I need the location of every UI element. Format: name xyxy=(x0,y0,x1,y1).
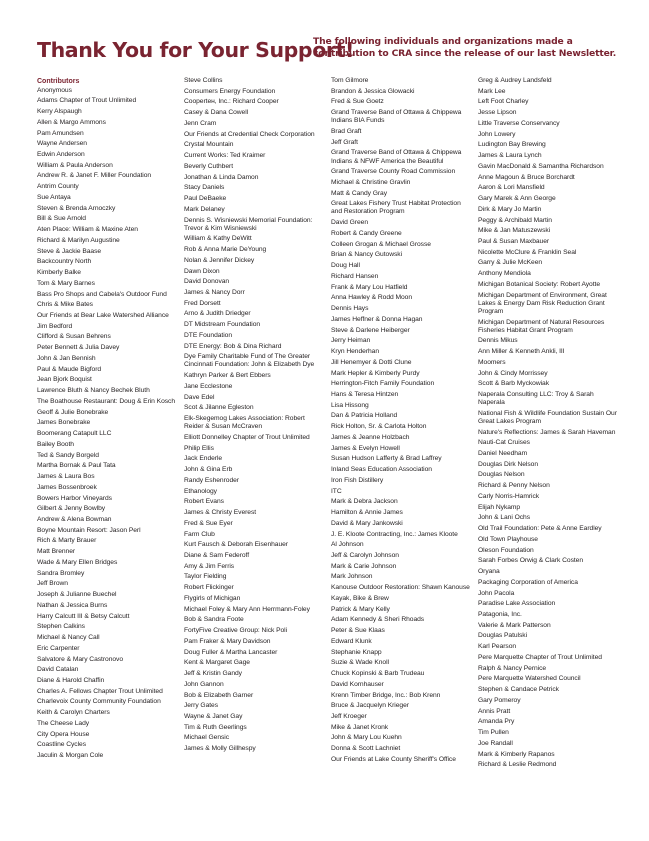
contributor-name: Fred Dorsett xyxy=(184,299,221,307)
contributor-name: Hans & Teresa Hintzen xyxy=(331,390,399,398)
contributor-name: Sarah Forbes Orwig & Clark Costen xyxy=(478,557,584,565)
contributor-name: Jesse Lipson xyxy=(478,109,517,117)
contributor-name: John & Lani Ochs xyxy=(478,514,530,522)
contributor-name: Kathryn Parker & Bert Ebbers xyxy=(184,372,271,380)
contributor-name: Left Foot Charley xyxy=(478,98,529,106)
contributor-name: Kurt Fausch & Deborah Eisenhauer xyxy=(184,541,288,549)
contributor-name: Peter & Sue Klaas xyxy=(331,627,385,635)
contributor-name: Arno & Judith Driedger xyxy=(184,310,251,318)
contributor-name: Old Trail Foundation: Pete & Anne Eardley xyxy=(478,525,602,533)
contributor-name: Grand Traverse Band of Ottawa & Chippewa Indians BIA Funds xyxy=(331,109,462,125)
contributor-name: J. E. Kloote Contracting, Inc.: James Kloote xyxy=(331,530,458,538)
contributors-heading: Contributors xyxy=(37,78,80,85)
contributor-list-4 xyxy=(478,77,620,769)
contributor-name: James Bonebrake xyxy=(37,419,91,427)
contributor-name: Oleson Foundation xyxy=(478,546,534,554)
contributor-name: Amy & Jim Ferris xyxy=(184,562,235,570)
contributors-list xyxy=(0,77,649,817)
contributor-name: Jaculin & Morgan Cole xyxy=(37,752,104,760)
contributor-name: Gilbert & Jenny Bowlby xyxy=(37,505,106,513)
contributor-name: David Green xyxy=(331,219,368,227)
contributor-name: Matt & Candy Gray xyxy=(331,189,388,197)
contributor-name: Our Friends at Bear Lake Watershed Alliance xyxy=(37,312,169,320)
contributor-name: Pam Fraker & Mary Davidson xyxy=(184,637,271,645)
contributor-name: Gavin MacDonald & Samantha Richardson xyxy=(478,162,604,170)
contributor-name: Tom Gilmore xyxy=(331,77,369,84)
contributor-name: Richard Hansen xyxy=(331,272,379,280)
contributor-name: Jill Henemyer & Dotti Clune xyxy=(331,358,412,366)
contributor-name: William & Kathy DeWitt xyxy=(184,235,252,243)
contributor-name: Richard & Leslie Redmond xyxy=(478,761,557,769)
contributor-name: John & Cindy Morrissey xyxy=(478,369,548,377)
contributor-name: Scot & Jilanne Egleston xyxy=(184,404,254,412)
contributor-name: James & Nancy Dorr xyxy=(184,289,245,296)
contributor-name: Bob & Sandra Foote xyxy=(184,616,244,624)
contributor-name: Casey & Dana Cowell xyxy=(184,109,249,117)
contributor-name: Stacy Daniels xyxy=(184,184,225,192)
contributor-name: John & Jan Bennish xyxy=(37,354,96,362)
contributor-name: Bowers Harbor Vineyards xyxy=(37,494,112,502)
contributor-name: Peggy & Archibald Martin xyxy=(478,216,552,224)
contributor-name: Bass Pro Shops and Cabela's Outdoor Fund xyxy=(37,290,167,298)
column-2 xyxy=(184,77,324,756)
contributor-name: Dave Edel xyxy=(184,393,215,401)
page-subtitle: The following individuals and organizations made a contribution to CRA since the release of our last Newsletter. xyxy=(313,36,617,59)
contributor-name: James & Molly Gillhespy xyxy=(184,745,256,753)
contributor-name: Grand Traverse Band of Ottawa & Chippewa Indians & NFWF America the Beautiful xyxy=(331,149,462,165)
contributor-name: Pam Amundsen xyxy=(37,129,84,137)
contributor-name: Jane Ecclestone xyxy=(184,382,233,390)
contributor-name: James & Laura Bos xyxy=(37,473,95,481)
contributor-name: John Gannon xyxy=(184,680,224,688)
contributor-name: Great Lakes Fishery Trust Habitat Protection and Restoration Program xyxy=(331,200,461,216)
contributor-list-1 xyxy=(37,87,175,761)
contributor-name: Peter Bennett & Julia Davey xyxy=(37,344,120,352)
contributor-name: Fred & Sue Goetz xyxy=(331,98,384,106)
contributor-name: Kent & Margaret Gage xyxy=(184,659,250,667)
page-header xyxy=(37,36,627,66)
contributor-name: Jean Bjork Boquist xyxy=(37,376,92,384)
contributor-name: Susan Hudson Lafferty & Brad Laffrey xyxy=(331,455,442,463)
contributor-name: Wade & Mary Ellen Bridges xyxy=(37,558,118,566)
contributor-name: Robert Flickinger xyxy=(184,584,234,592)
page-title: Thank You for Your Support! xyxy=(37,38,354,62)
contributor-name: National Fish & Wildlife Foundation Sustain Our Great Lakes Program xyxy=(478,409,617,425)
contributor-name: John Pacola xyxy=(478,589,515,597)
contributor-name: Daniel Needham xyxy=(478,450,528,457)
contributor-name: David Kornhauser xyxy=(331,680,384,688)
contributor-name: Nauti-Cat Cruises xyxy=(478,439,530,447)
contributor-name: Rich & Marty Brauer xyxy=(37,537,97,545)
contributor-name: Steven & Brenda Arnoczky xyxy=(37,204,116,212)
contributor-name: John & Gina Erb xyxy=(184,466,233,474)
contributor-name: Diane & Sam Federoff xyxy=(184,551,250,559)
contributor-name: John & Mary Lou Kuehn xyxy=(331,734,402,742)
column-3 xyxy=(331,77,471,767)
contributor-name: Harry Calcutt III & Betsy Calcutt xyxy=(37,612,130,620)
contributor-name: Bob & Elizabeth Garner xyxy=(184,691,254,699)
contributor-name: Greg & Audrey Landsfeld xyxy=(478,77,552,84)
contributor-name: Amanda Pry xyxy=(478,718,515,726)
contributor-name: Brandon & Jessica Glowacki xyxy=(331,87,415,95)
contributor-list-3 xyxy=(331,77,471,764)
contributor-name: Michael & Nancy Call xyxy=(37,634,100,642)
contributor-name: Dennis Mikus xyxy=(478,337,518,345)
contributor-name: Ann Miller & Kenneth Ankli, III xyxy=(478,348,565,356)
contributor-name: FortyFive Creative Group: Nick Poli xyxy=(184,627,288,635)
contributor-name: Elk-Skegemog Lakes Association: Robert Reider & Susan McCraven xyxy=(184,415,305,431)
contributor-name: Gary Pomeroy xyxy=(478,696,521,704)
contributor-name: James & Christy Everest xyxy=(184,509,257,517)
contributor-name: Keith & Carolyn Charters xyxy=(37,709,110,717)
contributor-name: Beverly Cuthbert xyxy=(184,162,234,170)
contributor-name: Lisa Hissong xyxy=(331,401,369,409)
contributor-name: Garry & Julie McKeen xyxy=(478,259,543,267)
contributor-name: Geoff & Julie Bonebrake xyxy=(37,408,109,416)
contributor-name: Our Friends at Lake County Sheriff's Office xyxy=(331,755,456,763)
contributor-name: Eric Carpenter xyxy=(37,644,80,652)
contributor-name: Richard & Penny Nelson xyxy=(478,482,550,490)
contributor-name: Kerry Alspaugh xyxy=(37,108,82,116)
contributor-name: DTE Foundation xyxy=(184,331,232,339)
contributor-name: Nature's Reflections: James & Sarah Haveman xyxy=(478,428,616,436)
column-4 xyxy=(478,77,620,772)
contributor-name: James & Evelyn Howell xyxy=(331,444,400,452)
contributor-name: Anne Magoun & Bruce Borchardt xyxy=(478,173,575,181)
contributor-name: Charles A. Fellows Chapter Trout Unlimited xyxy=(37,687,163,695)
contributor-name: Wayne & Janet Gay xyxy=(184,713,243,720)
contributor-name: Brad Graft xyxy=(331,127,362,135)
contributor-name: Nathan & Jessica Burns xyxy=(37,601,108,609)
column-1 xyxy=(37,77,175,763)
contributor-name: Stephanie Knapp xyxy=(331,648,382,656)
contributor-name: Pere Marquette Chapter of Trout Unlimited xyxy=(478,653,602,661)
contributor-name: James & Jeanne Holzbach xyxy=(331,433,410,441)
contributor-name: Inland Seas Education Association xyxy=(331,466,432,474)
contributor-name: Joe Randall xyxy=(478,739,513,747)
contributor-name: Brian & Nancy Gutowski xyxy=(331,251,403,259)
contributor-name: Consumers Energy Foundation xyxy=(184,87,276,95)
contributor-name: Paul & Maude Bigford xyxy=(37,365,102,373)
contributor-name: Boomerang Catapult LLC xyxy=(37,430,112,438)
contributor-name: Jeff & Kristin Gandy xyxy=(184,670,242,678)
contributor-name: Michigan Department of Environment, Great Lakes & Energy Dam Risk Reduction Grant Program xyxy=(478,291,607,315)
contributor-name: Crystal Mountain xyxy=(184,141,234,149)
contributor-name: Valerie & Mark Patterson xyxy=(478,621,551,629)
contributor-name: Iron Fish Distillery xyxy=(331,476,384,484)
contributor-list-2 xyxy=(184,77,324,753)
contributor-name: James & Laura Lynch xyxy=(478,152,542,160)
contributor-name: Jeff Kroeger xyxy=(331,713,367,720)
contributor-name: Fred & Sue Eyer xyxy=(184,519,233,527)
contributor-name: Bill & Sue Arnold xyxy=(37,215,86,223)
contributor-name: Steve Collins xyxy=(184,77,223,84)
contributor-name: James Bossenbroek xyxy=(37,483,97,491)
contributor-name: Annis Pratt xyxy=(478,707,511,715)
contributor-name: Steve & Jackie Baase xyxy=(37,247,102,255)
contributor-name: Mark Lee xyxy=(478,87,506,95)
contributor-name: John Lowery xyxy=(478,130,516,138)
contributor-name: Tim & Ruth Geerlings xyxy=(184,723,247,731)
contributor-name: Paul DeBaeke xyxy=(184,195,227,203)
contributor-name: Sue Antaya xyxy=(37,193,71,201)
contributor-name: Current Works: Ted Kraimer xyxy=(184,152,266,160)
contributor-name: Elliott Donnelley Chapter of Trout Unlimited xyxy=(184,433,310,441)
contributor-name: Mark & Kimberly Rapanos xyxy=(478,750,555,758)
contributor-name: Patrick & Mary Kelly xyxy=(331,605,390,613)
contributor-name: City Opera House xyxy=(37,730,90,738)
contributor-name: Jenn Cram xyxy=(184,119,217,127)
contributor-name: DT Midstream Foundation xyxy=(184,321,261,329)
contributor-name: Chuck Kopinski & Barb Trudeau xyxy=(331,670,425,678)
contributor-name: Coopertен, Inc.: Richard Cooper xyxy=(184,98,279,106)
contributor-name: Dye Family Charitable Fund of The Greater Cincinnati Foundation: John & Elizabeth Dye xyxy=(184,353,315,369)
contributor-name: Mark Johnson xyxy=(331,573,373,581)
contributor-name: Kimberly Balke xyxy=(37,269,81,277)
contributor-name: Mark & Carie Johnson xyxy=(331,562,397,570)
contributor-name: Jerry Heiman xyxy=(331,337,371,345)
contributor-name: Clifford & Susan Behrens xyxy=(37,333,111,341)
contributor-name: Charlevoix County Community Foundation xyxy=(37,698,161,706)
contributor-name: Jim Bedford xyxy=(37,322,73,330)
contributor-name: ITC xyxy=(331,487,342,495)
contributor-name: Doug Fuller & Martha Lancaster xyxy=(184,648,278,656)
contributor-name: Our Friends at Credential Check Corporation xyxy=(184,130,315,138)
contributor-name: Matt Brenner xyxy=(37,548,76,556)
contributor-name: Flygirls of Michigan xyxy=(184,594,241,602)
contributor-name: Hamilton & Annie James xyxy=(331,509,403,517)
contributor-name: Chris & Mike Bates xyxy=(37,301,93,309)
contributor-name: Mark Delaney xyxy=(184,205,225,213)
contributor-name: Dirk & Mary Jo Martin xyxy=(478,205,542,213)
contributor-name: Stephen & Candace Petrick xyxy=(478,686,559,694)
contributor-name: Douglas Patulski xyxy=(478,632,528,640)
contributor-name: Ethanology xyxy=(184,487,217,495)
contributor-name: Dennis S. Wisniewski Memorial Foundation: Trevor & Kim Wisniewski xyxy=(184,216,313,232)
contributor-name: Robert Evans xyxy=(184,498,224,506)
contributor-name: Paradise Lake Association xyxy=(478,600,556,608)
contributor-name: Boyne Mountain Resort: Jason Perl xyxy=(37,526,141,534)
contributor-name: Anna Hawley & Rodd Moon xyxy=(331,294,413,302)
contributor-name: Suzie & Wade Knoll xyxy=(331,659,389,667)
contributor-name: Jeff Graft xyxy=(331,138,358,146)
contributor-name: James Heffner & Donna Hagan xyxy=(331,315,423,323)
contributor-name: Michigan Botanical Society: Robert Ayotte xyxy=(478,280,600,288)
contributor-name: Dennis Hays xyxy=(331,305,369,313)
contributor-name: Robert & Candy Greene xyxy=(331,229,402,237)
contributor-name: Kayak, Bike & Brew xyxy=(331,594,389,602)
contributor-name: Andrew & Alena Bowman xyxy=(37,515,112,523)
contributor-name: Krenn Timber Bridge, Inc.: Bob Krenn xyxy=(331,691,441,699)
contributor-name: The Boathouse Restaurant: Doug & Erin Kosch xyxy=(37,397,175,405)
contributor-name: Karl Pearson xyxy=(478,643,517,651)
contributor-name: Herrington-Fitch Family Foundation xyxy=(331,380,435,388)
contributor-name: Allen & Margo Ammons xyxy=(37,118,106,126)
contributor-name: Backcountry North xyxy=(37,258,92,266)
contributor-name: Anonymous xyxy=(37,86,72,94)
contributor-name: Dawn Dixon xyxy=(184,267,220,275)
contributor-name: Bailey Booth xyxy=(37,440,74,448)
contributor-name: Mike & Jan Matuszewski xyxy=(478,227,551,235)
contributor-name: Pere Marquette Watershed Council xyxy=(478,675,581,683)
contributor-name: Rob & Anna Marie DeYoung xyxy=(184,246,267,254)
contributor-name: Patagonia, Inc. xyxy=(478,611,522,619)
contributor-name: Naperala Consulting LLC: Troy & Sarah Naperala xyxy=(478,390,594,407)
contributor-name: Tim Pullen xyxy=(478,729,509,737)
contributor-name: Kryn Henderhan xyxy=(331,348,380,356)
contributor-name: Frank & Mary Lou Hatfield xyxy=(331,283,408,291)
contributor-name: Grand Traverse County Road Commission xyxy=(331,168,456,176)
contributor-name: Ludington Bay Brewing xyxy=(478,141,546,149)
contributor-name: Douglas Nelson xyxy=(478,471,525,479)
contributor-name: Moomers xyxy=(478,358,506,366)
contributor-name: Michael Foley & Mary Ann Herrmann-Foley xyxy=(184,605,310,613)
contributor-name: Jeff & Carolyn Johnson xyxy=(331,551,399,559)
contributor-name: Carly Norris-Hamrick xyxy=(478,492,540,500)
contributor-name: Farm Club xyxy=(184,530,215,538)
contributor-name: Nolan & Jennifer Dickey xyxy=(184,256,255,264)
contributor-name: Andrew R. & Janet F. Miller Foundation xyxy=(37,172,152,180)
contributor-name: Jonathan & Linda Damon xyxy=(184,173,259,181)
contributor-name: Oryana xyxy=(478,568,500,576)
contributor-name: Al Johnson xyxy=(331,541,364,549)
contributor-name: David Donovan xyxy=(184,278,230,286)
contributor-name: Scott & Barb Myckowiak xyxy=(478,380,549,388)
contributor-name: Stephen Calkins xyxy=(37,623,85,631)
contributor-name: Taylor Fielding xyxy=(184,573,227,581)
contributor-name: Nicolette McClure & Franklin Seal xyxy=(478,248,577,256)
contributor-name: Adam Kennedy & Sheri Rhoads xyxy=(331,616,425,624)
contributor-name: Mark & Debra Jackson xyxy=(331,498,398,506)
contributor-name: Packaging Corporation of America xyxy=(478,578,578,586)
contributor-name: Gary Marek & Ann George xyxy=(478,195,556,203)
contributor-name: Aaron & Lori Mansfield xyxy=(478,184,545,192)
contributor-name: Colleen Grogan & Michael Grosse xyxy=(331,240,431,248)
contributor-name: Richard & Marilyn Augustine xyxy=(37,236,120,244)
contributor-name: Philip Ellis xyxy=(184,444,214,452)
contributor-name: Adams Chapter of Trout Unlimited xyxy=(37,97,137,105)
contributor-name: Antrim County xyxy=(37,183,79,191)
contributor-name: Martha Bornak & Paul Tata xyxy=(37,462,116,470)
contributor-name: Joseph & Julianne Buechel xyxy=(37,591,117,599)
contributor-name: Michael & Christine Gravlin xyxy=(331,178,411,186)
contributor-name: Little Traverse Conservancy xyxy=(478,119,560,127)
contributor-name: Old Town Playhouse xyxy=(478,535,538,543)
contributor-name: Aten Place: William & Maxine Aten xyxy=(37,226,138,234)
contributor-name: Michael Gensic xyxy=(184,734,230,742)
contributor-name: Ralph & Nancy Pernice xyxy=(478,664,547,672)
contributor-name: Sandra Bromley xyxy=(37,569,85,577)
contributor-name: Mike & Janet Kronk xyxy=(331,723,389,731)
contributor-name: Rick Holton, Sr. & Carlota Holton xyxy=(331,423,427,431)
contributor-name: Steve & Darlene Heiberger xyxy=(331,326,410,334)
contributor-name: Douglas Dirk Nelson xyxy=(478,460,539,468)
contributor-name: Kanouse Outdoor Restoration: Shawn Kanouse xyxy=(331,584,470,592)
contributor-name: Diane & Harold Chaffin xyxy=(37,676,105,684)
contributor-name: Edward Klunk xyxy=(331,637,372,645)
contributor-name: DTE Energy: Bob & Dina Richard xyxy=(184,342,282,350)
contributor-name: Ted & Sandy Borgeld xyxy=(37,451,99,459)
contributor-name: William & Paula Anderson xyxy=(37,161,113,169)
contributor-name: The Cheese Lady xyxy=(37,719,90,727)
contributor-name: Lawrence Bluth & Nancy Bechek Bluth xyxy=(37,387,150,395)
contributor-name: Tom & Mary Barnes xyxy=(37,279,95,287)
contributor-name: Randy Eshenroder xyxy=(184,476,239,484)
contributor-name: Bruce & Jacquelyn Krieger xyxy=(331,702,409,710)
contributor-name: Doug Hall xyxy=(331,262,360,270)
contributor-name: Salvatore & Mary Castronovo xyxy=(37,655,123,663)
contributor-name: Dan & Patricia Holland xyxy=(331,412,398,420)
contributor-name: Paul & Susan Maxbauer xyxy=(478,238,550,246)
contributor-name: David Catalan xyxy=(37,666,79,674)
contributor-name: Coastline Cycles xyxy=(37,741,87,749)
contributor-name: David & Mary Jankowski xyxy=(331,519,403,527)
contributor-name: Jack Enderle xyxy=(184,455,223,463)
contributor-name: Jerry Gates xyxy=(184,702,219,710)
contributor-name: Anthony Mendiola xyxy=(478,270,531,278)
contributor-name: Donna & Scott Lachniet xyxy=(331,745,401,753)
contributor-name: Elijah Nykamp xyxy=(478,503,521,511)
contributor-name: Edwin Anderson xyxy=(37,151,85,158)
contributor-name: Mark Hepler & Kimberly Purdy xyxy=(331,369,420,377)
contributor-name: Michigan Department of Natural Resources Fisheries Habitat Grant Program xyxy=(478,318,605,334)
contributor-name: Wayne Andersen xyxy=(37,140,87,148)
contributor-name: Jeff Brown xyxy=(37,580,68,588)
